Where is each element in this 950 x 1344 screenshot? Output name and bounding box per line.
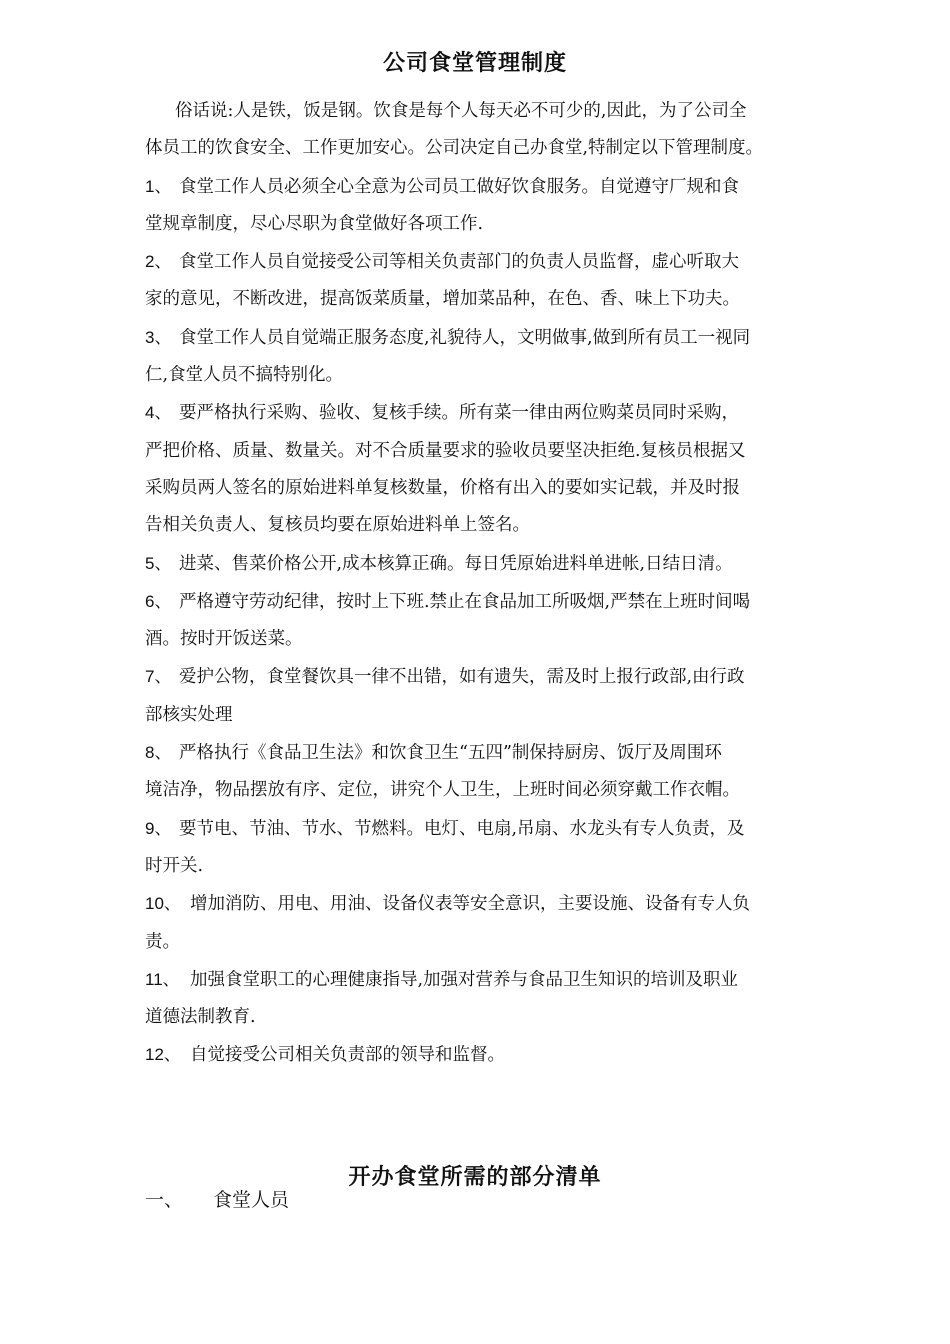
rule-text: 食堂工作人员自觉端正服务态度,礼貌待人，文明做事,做到所有员工一视同 — [179, 327, 751, 348]
rule-line — [145, 319, 825, 357]
list-heading-text: 食堂人员 — [213, 1189, 290, 1211]
rule-line — [145, 470, 825, 507]
rule-text: 食堂工作人员自觉接受公司等相关负责部门的负责人员监督，虚心听取大 — [179, 252, 739, 273]
rule-item — [145, 658, 825, 734]
rules-list — [145, 168, 825, 1075]
rule-number: 5、 — [145, 553, 172, 573]
rule-line — [145, 924, 825, 961]
rule-item — [145, 810, 825, 886]
rule-text: 要严格执行采购、验收、复核手续。所有菜一律由两位购菜员同时采购， — [179, 403, 739, 424]
rule-number: 7、 — [145, 667, 172, 687]
rule-item — [145, 394, 825, 544]
rule-text: 进菜、售菜价格公开,成本核算正确。每日凭原始进料单进帐,日结日清。 — [179, 553, 733, 574]
rule-line — [145, 848, 825, 885]
rule-line — [145, 433, 825, 470]
rule-text: 自觉接受公司相关负责部的领导和监督。 — [190, 1045, 505, 1066]
rule-line — [145, 206, 825, 243]
rule-number: 12、 — [145, 1045, 181, 1065]
rule-text: 道德法制教育. — [145, 1007, 256, 1028]
rule-number: 10、 — [145, 894, 181, 914]
list-heading — [145, 1185, 289, 1212]
document-body — [145, 93, 825, 1075]
section-title: 开办食堂所需的部分清单 — [348, 1165, 602, 1190]
rule-text: 责。 — [145, 931, 180, 952]
rule-text: 严格遵守劳动纪律，按时上下班.禁止在食品加工所吸烟,严禁在上班时间喝 — [179, 591, 751, 612]
rule-text: 堂规章制度，尽心尽职为食堂做好各项工作. — [145, 213, 484, 234]
rule-line — [145, 621, 825, 658]
rule-item — [145, 885, 825, 961]
rule-text: 酒。按时开饭送菜。 — [145, 629, 303, 650]
rule-line — [145, 885, 825, 923]
rule-item — [145, 168, 825, 244]
rule-line — [145, 1036, 825, 1074]
rule-text: 采购员两人签名的原始进料单复核数量，价格有出入的要如实记载，并及时报 — [145, 477, 740, 498]
rule-text: 时开关. — [145, 855, 204, 876]
rule-text: 严格执行《食品卫生法》和饮食卫生“五四”制保持厨房、饭厅及周围环 — [179, 743, 722, 764]
rule-text: 部核实处理 — [145, 704, 233, 725]
rule-text: 食堂工作人员必须全心全意为公司员工做好饮食服务。自觉遵守厂规和食 — [179, 176, 739, 197]
rule-number: 11、 — [145, 969, 180, 989]
rule-line — [145, 697, 825, 734]
rule-text: 家的意见，不断改进，提高饭菜质量，增加菜品种，在色、香、味上下功夫。 — [145, 289, 740, 310]
rule-line — [145, 810, 825, 848]
rule-number: 8、 — [145, 743, 172, 763]
rule-number: 3、 — [145, 327, 172, 347]
rule-item — [145, 961, 825, 1037]
rule-item — [145, 319, 825, 395]
rule-line — [145, 734, 825, 772]
intro-line: 俗话说:人是铁，饭是钢。饮食是每个人每天必不可少的,因此，为了公司全 — [175, 101, 747, 121]
intro-paragraph — [145, 93, 825, 168]
rule-text: 告相关负责人、复核员均要在原始进料单上签名。 — [145, 515, 530, 536]
rule-line — [145, 583, 825, 621]
rule-text: 加强食堂职工的心理健康指导,加强对营养与食品卫生知识的培训及职业 — [190, 969, 739, 990]
rule-line — [145, 999, 825, 1036]
rule-number: 9、 — [145, 818, 172, 838]
rule-line — [145, 507, 825, 544]
rule-item — [145, 1036, 825, 1074]
rule-number: 2、 — [145, 252, 172, 272]
rule-item — [145, 243, 825, 319]
page-title: 公司食堂管理制度 — [382, 51, 567, 76]
list-marker: 一、 — [145, 1189, 184, 1211]
intro-line: 体员工的饮食安全、工作更加安心。公司决定自己办食堂,特制定以下管理制度。 — [145, 138, 764, 159]
rule-text: 仁,食堂人员不搞特别化。 — [145, 365, 344, 386]
rule-item — [145, 734, 825, 810]
rule-text: 境洁净，物品摆放有序、定位，讲究个人卫生，上班时间必须穿戴工作衣帽。 — [145, 780, 740, 801]
rule-item — [145, 583, 825, 659]
rule-line — [145, 394, 825, 432]
rule-line — [145, 168, 825, 206]
rule-line — [145, 961, 825, 999]
rule-number: 6、 — [145, 591, 172, 611]
rule-line — [145, 658, 825, 696]
rule-item — [145, 545, 825, 583]
rule-line — [145, 357, 825, 394]
rule-text: 要节电、节油、节水、节燃料。电灯、电扇,吊扇、水龙头有专人负责，及 — [179, 818, 745, 839]
rule-number: 1、 — [145, 176, 172, 196]
rule-line — [145, 243, 825, 281]
rule-line — [145, 772, 825, 809]
rule-line — [145, 281, 825, 318]
rule-text: 增加消防、用电、用油、设备仪表等安全意识，主要设施、设备有专人负 — [190, 894, 750, 915]
rule-text: 严把价格、质量、数量关。对不合质量要求的验收员要坚决拒绝.复核员根据又 — [145, 440, 746, 461]
rule-line — [145, 545, 825, 583]
rule-number: 4、 — [145, 403, 172, 423]
rule-text: 爱护公物，食堂餐饮具一律不出错，如有遗失，需及时上报行政部,由行政 — [179, 667, 745, 688]
